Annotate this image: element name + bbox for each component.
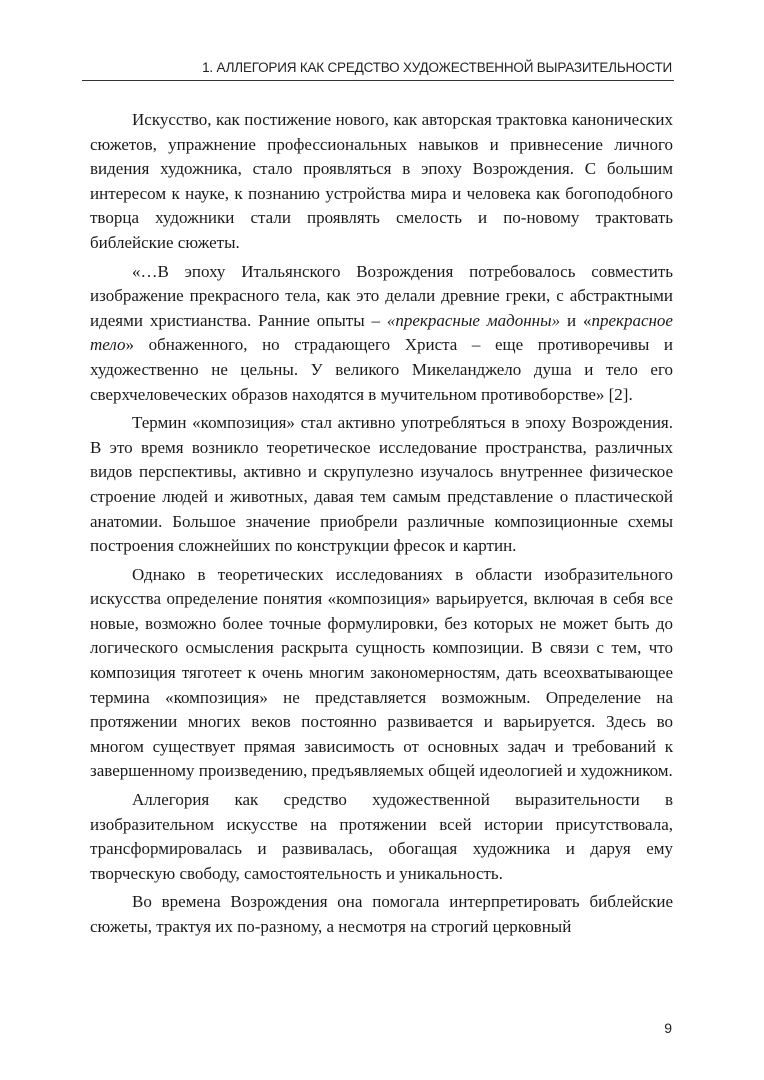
quote-text-end: » обнаженного, но страдающего Христа – еще противоречивы и художественно не цельны. У великого Микеланджело душа и тело его сверхчеловеческих образов находятся в мучительном противоборстве» [2]. [90, 335, 673, 404]
paragraph-6: Во времена Возрождения она помогала интерпретировать библейские сюжеты, трактуя их по-разному, а несмотря на строгий церковный [90, 892, 673, 936]
paragraph-4: Однако в теоретических исследованиях в области изобразительного искусства определение понятия «композиция» варьируется, включая в себя все новые, возможно более точные формулировки, без которых не может быть до логического осмысления раскрыта сущность композиции. В связи с тем, что композиция тяготеет к очень многим закономерностям, дать всеохватывающее термина «композиция» не представляется возможным. Определение на протяжении многих веков постоянно развивается и варьируется. Здесь во многом существует прямая зависимость от основных задач и требований к завершенному произведению, предъявляемых общей идеологией и художником. [90, 564, 673, 781]
paragraph-1: Искусство, как постижение нового, как авторская трактовка канонических сюжетов, упражнение профессиональных навыков и привнесение личного видения художника, стало проявляться в эпоху Возрождения. С большим интересом к науке, к познанию устройства мира и человека как богоподобного творца художники стали проявлять смелость и по-новому трактовать библейские сюжеты. [90, 110, 673, 252]
quote-text-join: и « [560, 310, 592, 330]
paragraph-2-quote [90, 260, 673, 408]
quote-italic-madonnas: «прекрасные мадонны» [386, 310, 561, 330]
quote-text-start: «…В эпоху Итальянского Возрождения потребовалось совместить изображение прекрасного тела, как это делали древние греки, с абстрактными идеями христианства. Ранние опыты – [90, 261, 673, 330]
paragraph-5: Аллегория как средство художественной выразительности в изобразительном искусстве на протяжении всей истории присутствовала, трансформировалась и развивалась, обогащая художника и даруя ему творческую свободу, самостоятельность и уникальность. [90, 790, 673, 883]
running-header-title: 1. АЛЛЕГОРИЯ КАК СРЕДСТВО ХУДОЖЕСТВЕННОЙ ВЫРАЗИТЕЛЬНОСТИ [202, 60, 672, 75]
paragraph-3: Термин «композиция» стал активно употребляться в эпоху Возрождения. В это время возникло теоретическое исследование пространства, различных видов перспективы, активно и скрупулезно изучалось внутреннее физическое строение людей и животных, давая тем самым представление о пластической анатомии. Большое значение приобрели различные композиционные схемы построения сложнейших по конструкции фресок и картин. [90, 413, 673, 556]
header-rule [82, 80, 674, 81]
quote-italic-body: прекрасное тело [90, 310, 673, 355]
body-text [90, 108, 673, 940]
page-number: 9 [664, 1020, 672, 1036]
